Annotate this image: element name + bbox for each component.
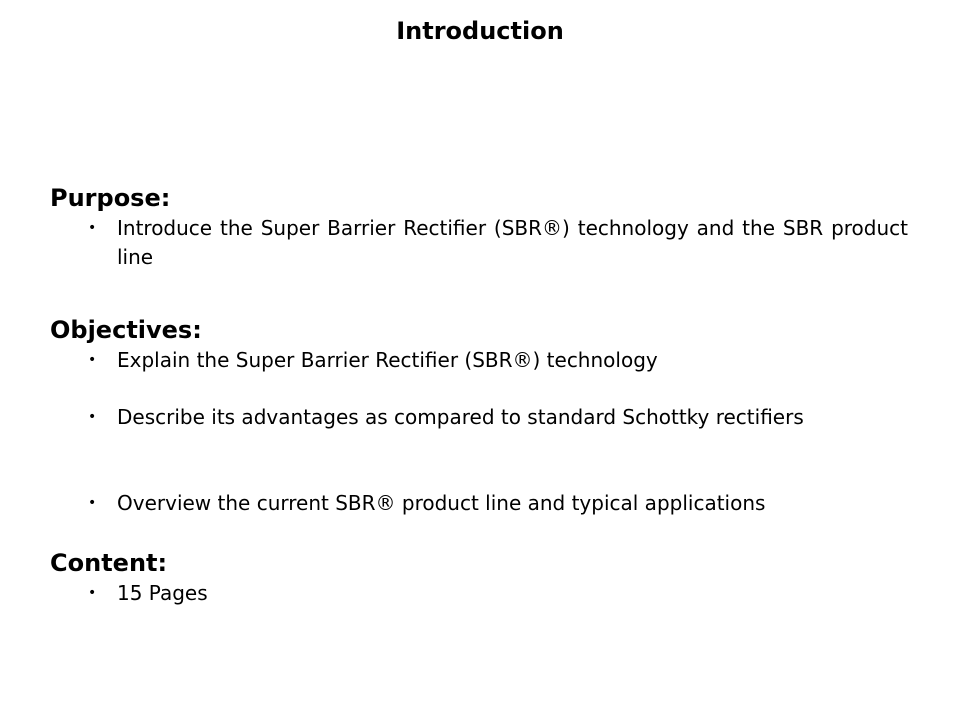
slide-title: Introduction	[396, 17, 564, 45]
list-item: • 15 Pages	[88, 579, 908, 608]
bullet-icon: •	[88, 220, 97, 236]
list-item: • Explain the Super Barrier Rectifier (SBR®) technology	[88, 346, 908, 375]
purpose-heading: Purpose:	[50, 184, 171, 212]
list-item: • Describe its advantages as compared to standard Schottky rectifiers	[88, 403, 848, 432]
bullet-icon: •	[88, 495, 97, 511]
bullet-icon: •	[88, 409, 97, 425]
list-item: • Introduce the Super Barrier Rectifier (SBR®) technology and the SBR product line	[88, 216, 908, 269]
bullet-icon: •	[88, 585, 97, 601]
list-item: • Overview the current SBR® product line and typical applications	[88, 489, 908, 518]
content-heading: Content:	[50, 549, 168, 577]
objectives-heading: Objectives:	[50, 316, 202, 344]
bullet-icon: •	[88, 352, 97, 368]
